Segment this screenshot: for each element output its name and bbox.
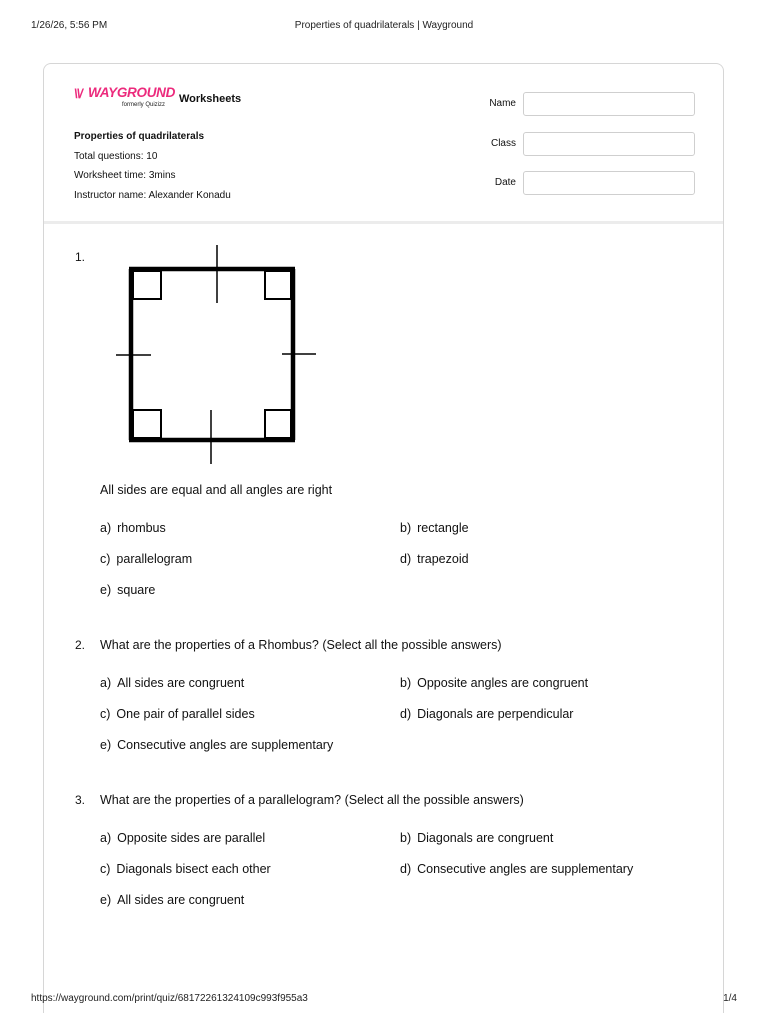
option-b[interactable]: b) rectangle <box>400 521 469 535</box>
total-questions: Total questions: 10 <box>74 150 158 162</box>
option-a[interactable]: a) Opposite sides are parallel <box>100 831 266 845</box>
question-text: What are the properties of a Rhombus? (Select all the possible answers) <box>100 638 502 652</box>
question-number: 2. <box>75 638 86 652</box>
print-header <box>0 20 768 34</box>
question-number: 1. <box>75 250 86 264</box>
option-b[interactable]: b) Diagonals are congruent <box>400 831 554 845</box>
wayground-logo <box>74 84 176 114</box>
logo-wordmark: WAYGROUND <box>88 85 176 100</box>
print-page-number: 1/4 <box>723 993 737 1004</box>
question-text: What are the properties of a parallelogram? (Select all the possible answers) <box>100 793 524 807</box>
logo-subtitle: formerly Quizizz <box>122 102 166 108</box>
name-input[interactable] <box>523 92 695 116</box>
name-field <box>464 92 694 116</box>
option-c[interactable]: c) One pair of parallel sides <box>100 707 255 721</box>
date-label: Date <box>494 177 516 188</box>
option-d[interactable]: d) Consecutive angles are supplementary <box>400 862 634 876</box>
option-b[interactable]: b) Opposite angles are congruent <box>400 676 589 690</box>
instructor-name: Instructor name: Alexander Konadu <box>74 189 231 201</box>
option-c[interactable]: c) Diagonals bisect each other <box>100 862 271 876</box>
date-input[interactable] <box>523 171 695 195</box>
right-angle-marks <box>133 271 291 438</box>
worksheet-title: Properties of quadrilaterals <box>74 131 205 142</box>
worksheet-meta <box>74 127 231 205</box>
square-diagram <box>112 245 322 465</box>
option-d[interactable]: d) Diagonals are perpendicular <box>400 707 574 721</box>
option-a[interactable]: a) rhombus <box>100 521 166 535</box>
logo-mark-icon: \\/ <box>74 86 82 101</box>
option-e[interactable]: e) square <box>100 583 156 597</box>
congruence-tick-marks <box>116 245 316 464</box>
question-number: 3. <box>75 793 86 807</box>
class-input[interactable] <box>523 132 695 156</box>
print-page-title: Properties of quadrilaterals | Wayground <box>294 20 474 31</box>
worksheet-header <box>44 64 723 224</box>
name-label: Name <box>489 98 516 109</box>
option-a[interactable]: a) All sides are congruent <box>100 676 245 690</box>
brand <box>74 84 241 114</box>
class-field <box>464 132 694 156</box>
square-outline <box>129 269 295 440</box>
question-figure <box>112 245 322 465</box>
section-title: Worksheets <box>179 93 242 105</box>
option-d[interactable]: d) trapezoid <box>400 552 469 566</box>
print-datetime: 1/26/26, 5:56 PM <box>31 20 108 31</box>
option-e[interactable]: e) All sides are congruent <box>100 893 245 907</box>
date-field <box>464 171 694 195</box>
worksheet-time: Worksheet time: 3mins <box>74 170 176 181</box>
option-c[interactable]: c) parallelogram <box>100 552 193 566</box>
question-text: All sides are equal and all angles are right <box>100 483 333 497</box>
option-e[interactable]: e) Consecutive angles are supplementary <box>100 738 334 752</box>
print-url: https://wayground.com/print/quiz/68172261324109c993f955a3 <box>31 993 308 1004</box>
class-label: Class <box>490 138 516 149</box>
